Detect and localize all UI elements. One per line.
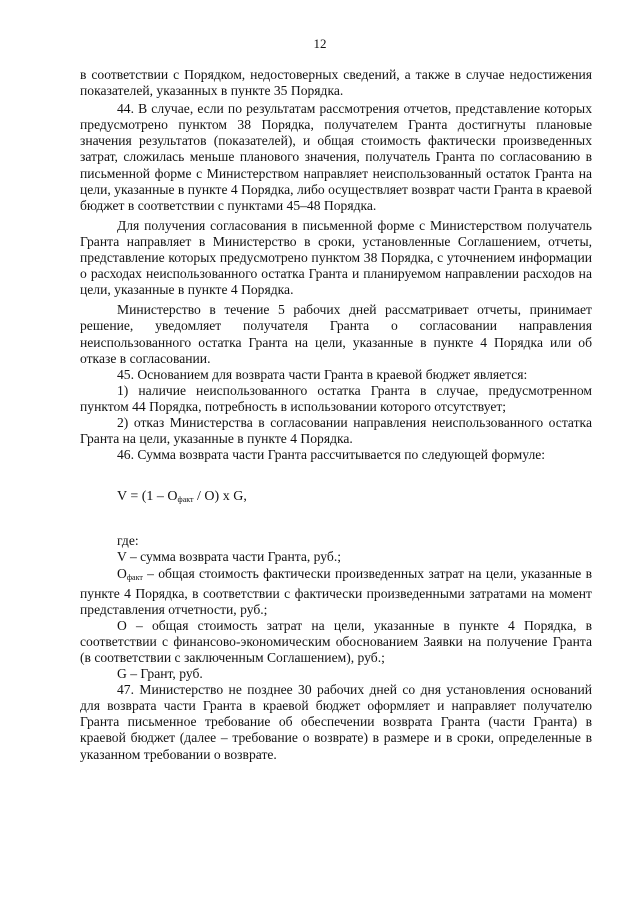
formula-subscript: факт [177,495,194,505]
paragraph-45-item-2: 2) отказ Министерства в согласовании направления неиспользованного остатка Гранта на цели, указанные в пункте 4 Порядка. [80,414,592,447]
definition-o: О – общая стоимость затрат на цели, указанные в пункте 4 Порядка, в соответствии с финансово-экономическим обоснованием Заявки на получение Гранта (в соответствии с заключенным Соглашением), руб.; [80,617,592,665]
definition-ofakt [80,566,592,618]
paragraph-44: 44. В случае, если по результатам рассмотрения отчетов, представление которых предусмотрено пунктом 38 Порядка, получателем Гранта достигнуты плановые значения результатов (показателей), и общая стоимость фактически произведенных затрат, сложилась меньше планового значения, получатель Гранта по согласованию в письменной форме с Министерством направляет неиспользованный остаток Гранта на цели, указанные в пункте 4 Порядка, либо осуществляет возврат части Гранта в краевой бюджет в соответствии с пунктами 45–48 Порядка. [80,101,592,213]
paragraph-46: 46. Сумма возврата части Гранта рассчитывается по следующей формуле: [117,447,546,463]
paragraph-continuation: в соответствии с Порядком, недостоверных сведений, а также в случае недостижения показателей, указанных в пункте 35 Порядка. [80,67,592,99]
where-label: где: [117,533,139,549]
paragraph-44-ministry: Министерство в течение 5 рабочих дней рассматривает отчеты, принимает решение, уведомляет получателя Гранта о согласовании направления неиспользованного остатка Гранта на цели, указанные в пункте 4 Порядка или об отказе в согласовании. [80,302,592,366]
page-number: 12 [313,36,327,51]
ofakt-dash: – [142,565,159,581]
definition-v: V – сумма возврата части Гранта, руб.; [117,549,341,565]
formula-rhs: / О) х G, [193,489,247,505]
paragraph-45-item-1: 1) наличие неиспользованного остатка Гранта в случае, предусмотренном пунктом 44 Порядка, потребность в использовании которого отсутствует; [80,382,592,414]
ofakt-subscript: факт [126,572,143,582]
paragraph-44-approval: Для получения согласования в письменной форме с Министерством получатель Гранта направляет в Министерство в сроки, установленные Соглашением, отчеты, представление которых предусмотрено пунктом 38 Порядка, с уточнением информации о расходах неиспользованного остатка Гранта и планируемом направлении расходов на цели, указанные в пункте 4 Порядка. [80,217,592,298]
document-body [80,67,592,763]
ofakt-symbol: О [117,565,127,581]
paragraph-47: 47. Министерство не позднее 30 рабочих дней со дня установления оснований для возврата части Гранта в краевой бюджет оформляет и направляет получателю Гранта письменное требование об обеспечении возврата Гранта (части Гранта) в краевой бюджет (далее – требование о возврате) в размере и в сроки, определенные в указанном требовании о возврате. [80,682,592,762]
formula-lhs: V = (1 – О [117,489,178,505]
paragraph-45: 45. Основанием для возврата части Гранта в краевой бюджет является: [117,366,528,382]
definition-g: G – Грант, руб. [117,666,203,682]
formula [80,489,592,508]
ofakt-text: общая стоимость фактически произведенных затрат на цели, указанные в пункте 4 Порядка, в соответствии с фактически произведенными затратами на момент представления отчетности, руб.; [80,565,592,617]
